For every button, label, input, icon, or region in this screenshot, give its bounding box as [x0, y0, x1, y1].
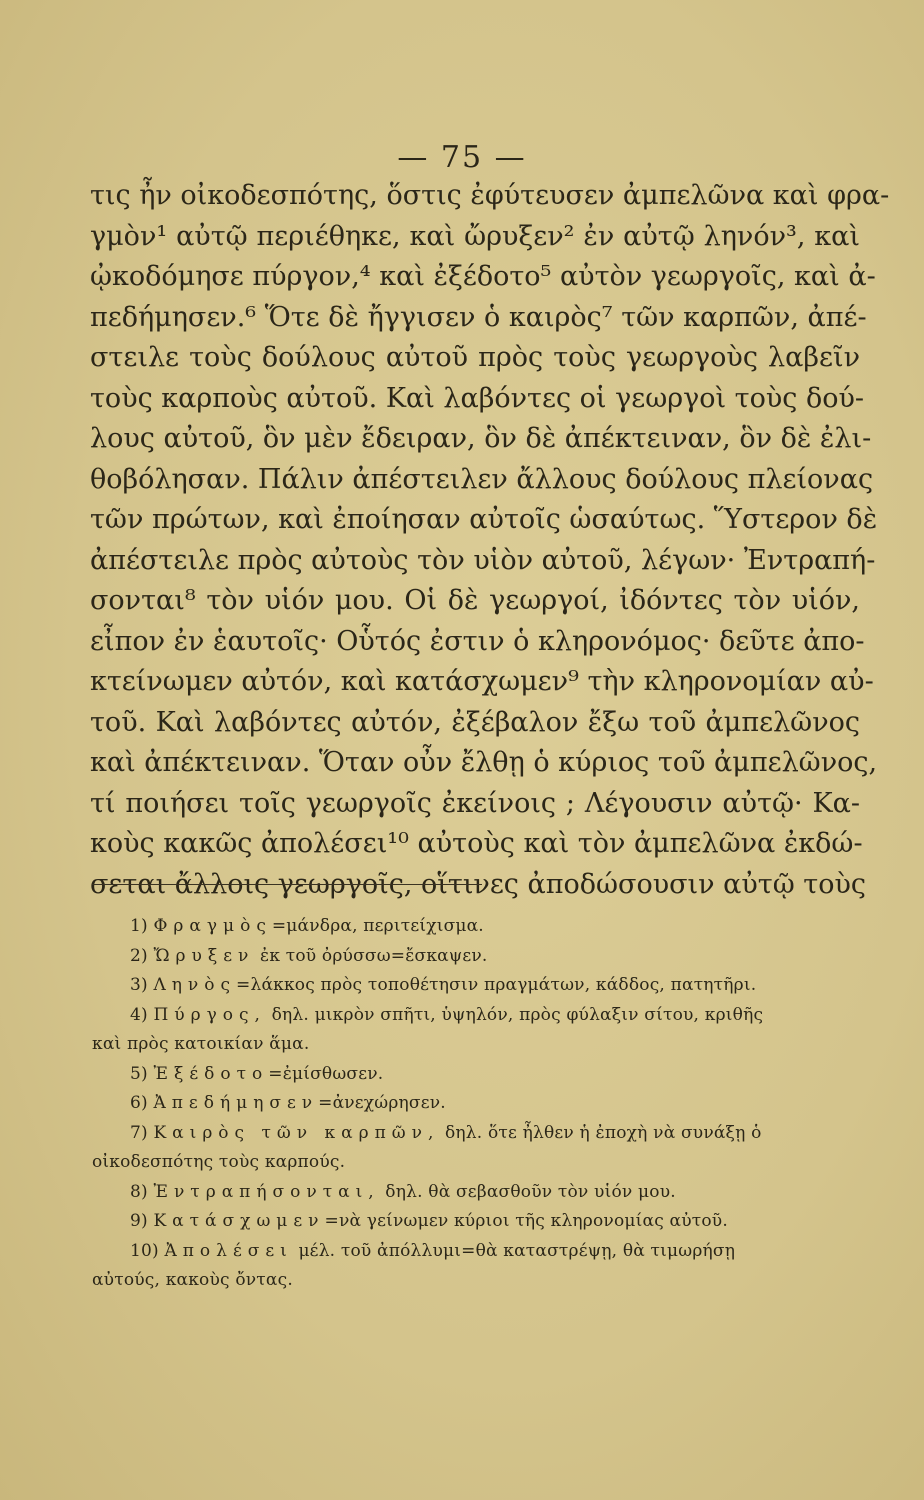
page-number: — 75 —: [397, 140, 527, 175]
footnote: 10) Ἀπολέσει μέλ. τοῦ ἀπόλλυμι=θὰ καταστρέψῃ, θὰ τιμωρήσῃ: [130, 1240, 736, 1261]
text-line: λους αὐτοῦ, ὃν μὲν ἔδειραν, ὃν δὲ ἀπέκτειναν, ὃν δὲ ἐλι-: [90, 423, 872, 454]
footnotes: [92, 912, 862, 1296]
footnote-divider: [92, 884, 482, 885]
text-line: εἶπον ἐν ἑαυτοῖς· Οὗτός ἐστιν ὁ κληρονόμος· δεῦτε ἀπο-: [90, 625, 865, 657]
text-line: ἀπέστειλε πρὸς αὐτοὺς τὸν υἱὸν αὐτοῦ, λέγων· Ἐντραπή-: [90, 544, 876, 576]
text-line: τί ποιήσει τοῖς γεωργοῖς ἐκείνοις ; Λέγουσιν αὐτῷ· Κα-: [90, 787, 860, 819]
footnote: 2) Ὤρυξεν ἐκ τοῦ ὀρύσσω=ἔσκαψεν.: [130, 945, 488, 966]
footnote: 4) Πύργος, δηλ. μικρὸν σπῆτι, ὑψηλόν, πρὸς φύλαξιν σίτου, κριθῆς: [130, 1004, 764, 1025]
footnote: 5) Ἐξέδοτο=ἐμίσθωσεν.: [130, 1063, 384, 1084]
footnote: 9) Κατάσχωμεν=νὰ γείνωμεν κύριοι τῆς κληρονομίας αὐτοῦ.: [130, 1211, 728, 1231]
text-line: θοβόλησαν. Πάλιν ἀπέστειλεν ἄλλους δούλους πλείονας: [90, 463, 874, 495]
text-line: ᾠκοδόμησε πύργον,⁴ καὶ ἐξέδοτο⁵ αὐτὸν γεωργοῖς, καὶ ἀ-: [90, 261, 876, 292]
text-line: στειλε τοὺς δούλους αὐτοῦ πρὸς τοὺς γεωργοὺς λαβεῖν: [90, 342, 860, 373]
footnote: 1) Φραγμὸς=μάνδρα, περιτείχισμα.: [130, 916, 484, 936]
text-line: τις ἦν οἰκοδεσπότης, ὅστις ἐφύτευσεν ἀμπελῶνα καὶ φρα-: [90, 180, 890, 211]
footnote-continuation: καὶ πρὸς κατοικίαν ἅμα.: [92, 1034, 310, 1054]
footnote: 7) Καιρὸς τῶν καρπῶν, δηλ. ὅτε ἦλθεν ἡ ἐποχὴ νὰ συνάξῃ ὁ: [130, 1122, 762, 1143]
text-line: πεδήμησεν.⁶ Ὅτε δὲ ἤγγισεν ὁ καιρὸς⁷ τῶν καρπῶν, ἀπέ-: [90, 301, 867, 333]
text-line: τῶν πρώτων, καὶ ἐποίησαν αὐτοῖς ὡσαύτως. Ὕστερον δὲ: [90, 504, 878, 535]
footnote: 8) Ἐντραπήσονται, δηλ. θὰ σεβασθοῦν τὸν υἱόν μου.: [130, 1181, 676, 1202]
text-line: καὶ ἀπέκτειναν. Ὅταν οὖν ἔλθῃ ὁ κύριος τοῦ ἀμπελῶνος,: [90, 747, 878, 778]
text-line: τοῦ. Καὶ λαβόντες αὐτόν, ἐξέβαλον ἔξω τοῦ ἀμπελῶνος: [90, 706, 860, 738]
footnote-continuation: αὐτούς, κακοὺς ὄντας.: [92, 1270, 293, 1290]
text-line: τοὺς καρποὺς αὐτοῦ. Καὶ λαβόντες οἱ γεωργοὶ τοὺς δού-: [90, 382, 865, 414]
text-line: σεται ἄλλοις γεωργοῖς, οἵτινες ἀποδώσουσιν αὐτῷ τοὺς: [90, 868, 867, 900]
text-line: σονται⁸ τὸν υἱόν μου. Οἱ δὲ γεωργοί, ἰδόντες τὸν υἱόν,: [90, 585, 860, 616]
footnote: 3) Ληνὸς=λάκκος πρὸς τοποθέτησιν πραγμάτων, κάδδος, πατητῆρι.: [130, 975, 757, 995]
text-line: κοὺς κακῶς ἀπολέσει¹⁰ αὐτοὺς καὶ τὸν ἀμπελῶνα ἐκδώ-: [90, 828, 863, 859]
footnote-continuation: οἰκοδεσπότης τοὺς καρπούς.: [92, 1152, 346, 1172]
text-line: κτείνωμεν αὐτόν, καὶ κατάσχωμεν⁹ τὴν κληρονομίαν αὐ-: [90, 666, 874, 697]
body-text: [90, 176, 890, 905]
footnote: 6) Ἀπεδήμησεν=ἀνεχώρησεν.: [130, 1093, 446, 1113]
text-line: γμὸν¹ αὐτῷ περιέθηκε, καὶ ὤρυξεν² ἐν αὐτῷ ληνόν³, καὶ: [90, 220, 860, 252]
